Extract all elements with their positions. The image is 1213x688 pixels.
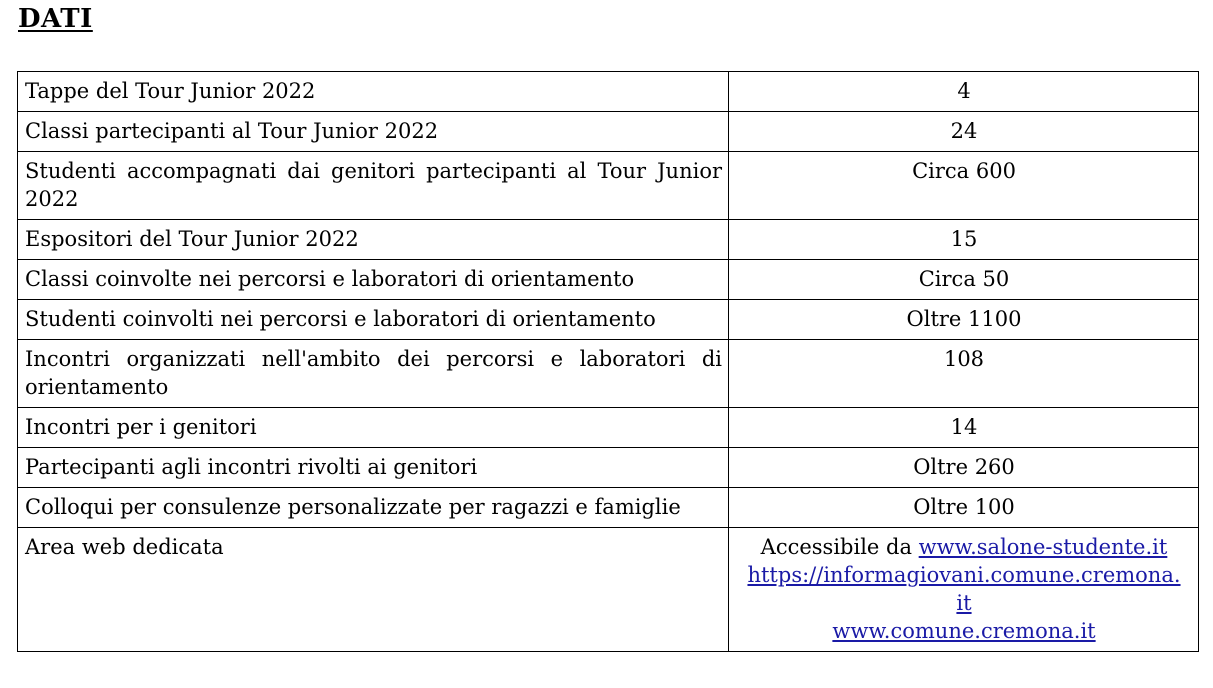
informagiovani-link-part2[interactable]: it [956,591,972,615]
table-row [18,112,1199,152]
row-label: Area web dedicata [18,528,729,652]
row-value: 24 [729,112,1199,152]
web-line-1 [736,533,1192,561]
table-row [18,300,1199,340]
table-row [18,72,1199,112]
web-links-cell [729,528,1199,652]
row-label: Tappe del Tour Junior 2022 [18,72,729,112]
web-line-2 [736,561,1192,589]
accessible-prefix: Accessibile da [760,535,919,559]
table-row [18,448,1199,488]
web-line-4 [736,617,1192,645]
table-row [18,220,1199,260]
row-label: Studenti accompagnati dai genitori partecipanti al Tour Junior 2022 [18,152,729,220]
row-label: Studenti coinvolti nei percorsi e laboratori di orientamento [18,300,729,340]
table-row [18,488,1199,528]
salone-studente-link[interactable]: www.salone-studente.it [918,535,1168,559]
comune-cremona-link[interactable]: www.comune.cremona.it [832,619,1096,643]
table-row [18,260,1199,300]
row-label: Classi partecipanti al Tour Junior 2022 [18,112,729,152]
page-title: DATI [18,4,93,34]
row-label: Espositori del Tour Junior 2022 [18,220,729,260]
row-value: 15 [729,220,1199,260]
informagiovani-link-part1[interactable]: https://informagiovani.comune.cremona. [747,563,1181,587]
row-value: 108 [729,340,1199,408]
data-table [17,71,1199,652]
row-value: Circa 50 [729,260,1199,300]
table-row [18,408,1199,448]
table-row [18,340,1199,408]
row-value: Oltre 260 [729,448,1199,488]
row-label: Incontri per i genitori [18,408,729,448]
table-row [18,152,1199,220]
row-label: Classi coinvolte nei percorsi e laboratori di orientamento [18,260,729,300]
row-label: Colloqui per consulenze personalizzate per ragazzi e famiglie [18,488,729,528]
row-label: Incontri organizzati nell'ambito dei percorsi e laboratori di orientamento [18,340,729,408]
table-row-web [18,528,1199,652]
row-value: 4 [729,72,1199,112]
row-label: Partecipanti agli incontri rivolti ai genitori [18,448,729,488]
web-line-3 [736,589,1192,617]
row-value: Circa 600 [729,152,1199,220]
row-value: Oltre 1100 [729,300,1199,340]
row-value: Oltre 100 [729,488,1199,528]
row-value: 14 [729,408,1199,448]
